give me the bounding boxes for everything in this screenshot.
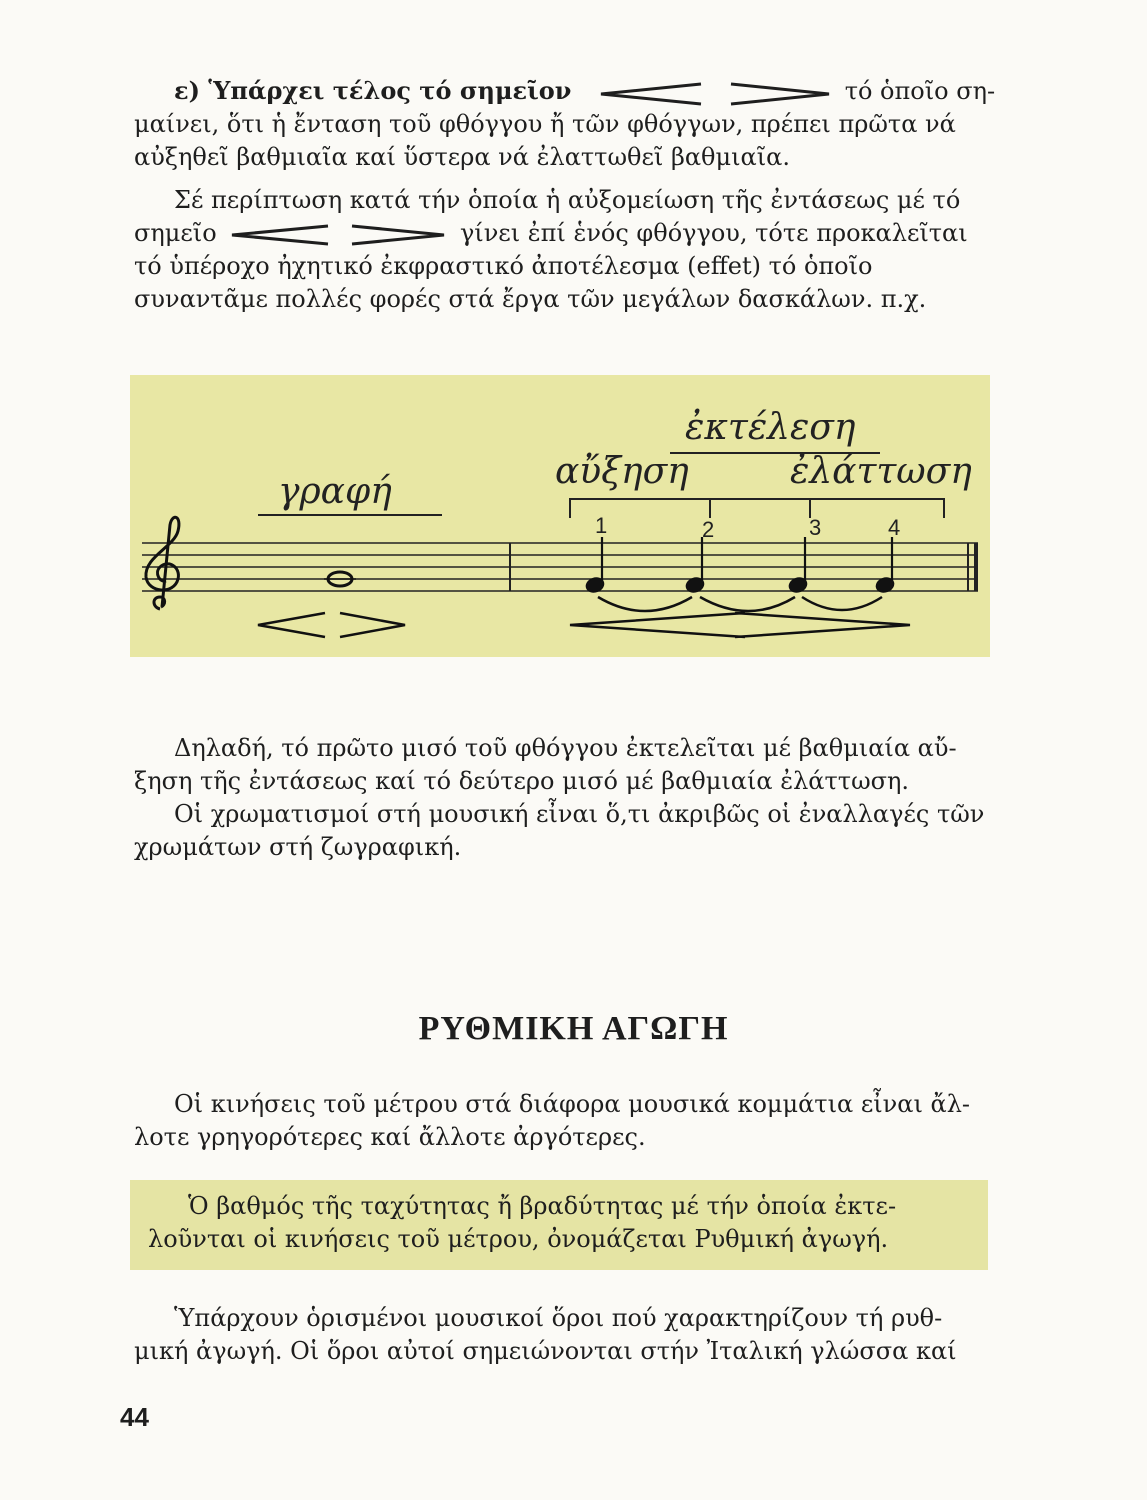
para2-line2 bbox=[134, 217, 994, 250]
treble-clef-icon bbox=[146, 517, 179, 609]
label-increase: αὔξηση bbox=[555, 451, 689, 492]
para4-line2: λοτε γρηγορότερες καί ἄλλοτε ἀργότερες. bbox=[134, 1123, 646, 1151]
paragraph-explanation bbox=[134, 732, 994, 864]
para3-line2: ξηση τῆς ἐντάσεως καί τό δεύτερο μισό μέ βαθμιαία ἐλάττωση. bbox=[134, 767, 910, 795]
para1-line1-end: τό ὁποῖο ση- bbox=[844, 77, 996, 105]
ties bbox=[598, 597, 882, 611]
para5-line2: μική ἀγωγή. Οἱ ὅροι αὐτοί σημειώνονται στήν Ἰταλική γλώσσα καί bbox=[134, 1337, 957, 1365]
para3-line1: Δηλαδή, τό πρῶτο μισό τοῦ φθόγγου ἐκτελεῖται μέ βαθμιαία αὔ- bbox=[174, 734, 957, 762]
crescendo-decrescendo-sign bbox=[583, 78, 833, 108]
page-number: 44 bbox=[120, 1402, 149, 1432]
definition-line1: Ὁ βαθμός τῆς ταχύτητας ἤ βραδύτητας μέ τήν ὁποία ἐκτε- bbox=[188, 1192, 897, 1220]
hairpin-writing bbox=[258, 613, 405, 637]
para1-line1 bbox=[134, 74, 994, 108]
bracket-decrease bbox=[710, 499, 944, 518]
section-heading: ΡΥΘΜΙΚΗ ΑΓΩΓΗ bbox=[418, 1010, 729, 1047]
paragraph-tempo-intro bbox=[134, 1088, 994, 1154]
para2-line2-start: σημεῖο bbox=[134, 219, 217, 247]
crescendo-decrescendo-sign-2 bbox=[228, 221, 448, 249]
hairpin-performance bbox=[570, 613, 910, 637]
beat-number: 1 bbox=[595, 513, 608, 538]
paragraph-crescendo-sign bbox=[134, 74, 994, 174]
label-writing: γραφή bbox=[278, 471, 392, 512]
beat-number: 4 bbox=[888, 515, 901, 540]
para1-lead: ε) Ὑπάρχει τέλος τό σημεῖον bbox=[174, 76, 572, 105]
quarter-notes bbox=[584, 537, 896, 595]
label-performance: ἐκτέλεση bbox=[685, 407, 856, 448]
para2-line1: Σέ περίπτωση κατά τήν ὁποία ἡ αὐξομείωση τῆς ἐντάσεως μέ τό bbox=[174, 186, 961, 214]
para3-line4: χρωμάτων στή ζωγραφική. bbox=[134, 833, 462, 861]
paragraph-single-note bbox=[134, 184, 994, 316]
staff bbox=[142, 543, 978, 591]
para2-line3: τό ὑπέροχο ἠχητικό ἐκφραστικό ἀποτέλεσμα (effet) τό ὁποῖο bbox=[134, 252, 873, 280]
beat-number: 2 bbox=[702, 517, 715, 542]
music-notation bbox=[130, 375, 990, 657]
definition-line2: λοῦνται οἱ κινήσεις τοῦ μέτρου, ὀνομάζεται Ρυθμική ἀγωγή. bbox=[148, 1225, 889, 1253]
para1-line3: αὐξηθεῖ βαθμιαῖα καί ὕστερα νά ἐλαττωθεῖ βαθμιαῖα. bbox=[134, 143, 790, 171]
para5-line1: Ὑπάρχουν ὁρισμένοι μουσικοί ὅροι πού χαρακτηρίζουν τή ρυθ- bbox=[174, 1304, 943, 1332]
definition-text bbox=[148, 1190, 974, 1256]
para1-line2: μαίνει, ὅτι ἡ ἔνταση τοῦ φθόγγου ἤ τῶν φθόγγων, πρέπει πρῶτα νά bbox=[134, 110, 956, 138]
para2-line4: συναντᾶμε πολλές φορές στά ἔργα τῶν μεγάλων δασκάλων. π.χ. bbox=[134, 285, 927, 313]
para4-line1: Οἱ κινήσεις τοῦ μέτρου στά διάφορα μουσικά κομμάτια εἶναι ἄλ- bbox=[174, 1090, 971, 1118]
para2-line2-end: γίνει ἐπί ἑνός φθόγγου, τότε προκαλεῖται bbox=[459, 219, 968, 247]
beat-number: 3 bbox=[809, 515, 822, 540]
para3-line3: Οἱ χρωματισμοί στή μουσική εἶναι ὅ,τι ἀκριβῶς οἱ ἐναλλαγές τῶν bbox=[174, 800, 985, 828]
music-example bbox=[130, 375, 990, 657]
paragraph-tempo-terms bbox=[134, 1302, 994, 1368]
label-decrease: ἐλάττωση bbox=[790, 451, 972, 492]
